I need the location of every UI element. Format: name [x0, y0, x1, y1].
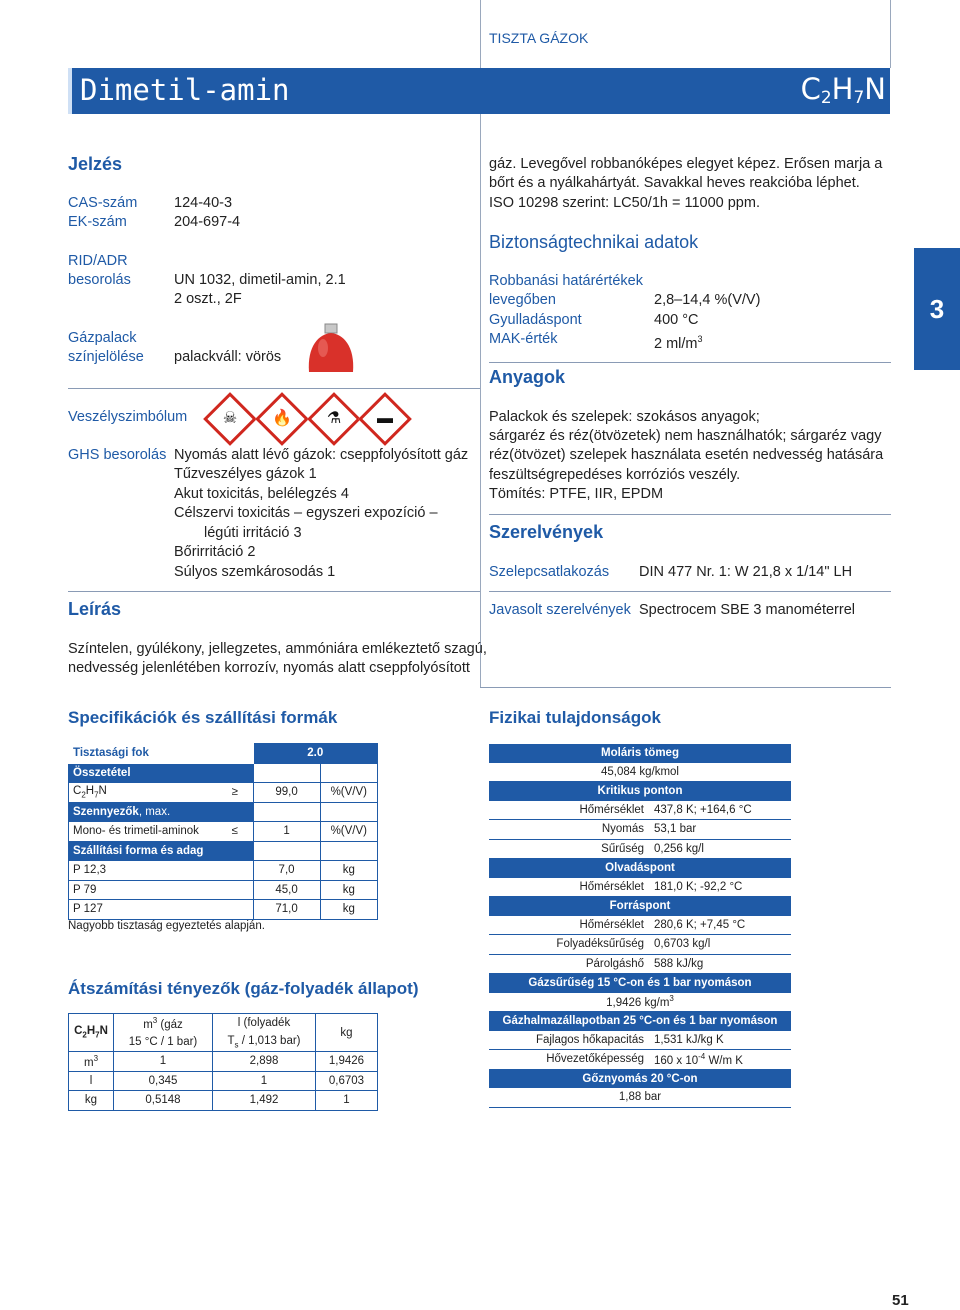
molar-head: Moláris tömeg: [489, 744, 791, 763]
row-label: l: [69, 1071, 114, 1091]
anyagok-line: Palackok és szelepek: szokásos anyagok;: [489, 409, 760, 425]
fizikai-heading: Fizikai tulajdonságok: [489, 708, 661, 727]
prop-label: Hőmérséklet: [489, 801, 649, 820]
gasdens-head: Gázsűrűség 15 °C-on és 1 bar nyomáson: [489, 974, 791, 993]
biztonsag-heading: Biztonságtechnikai adatok: [489, 232, 699, 252]
crit-head: Kritikus ponton: [489, 782, 791, 801]
spec-footnote: Nagyobb tisztaság egyeztetés alapján.: [68, 920, 265, 932]
cell: 0,6703: [316, 1071, 378, 1091]
cell: 0,5148: [114, 1091, 213, 1111]
boil-head: Forráspont: [489, 897, 791, 916]
unit: kg: [320, 900, 377, 920]
operator: ≥: [217, 783, 253, 803]
prop-label: Fajlagos hőkapacitás: [489, 1031, 649, 1050]
delivery-label: Szállítási forma és adag: [69, 841, 254, 861]
javasolt-value: Spectrocem SBE 3 manométerrel: [639, 602, 855, 618]
delivery-name: P 127: [69, 900, 254, 920]
delivery-name: P 79: [69, 880, 254, 900]
cas-value: 124-40-3: [174, 195, 233, 211]
conversion-table: [68, 1013, 378, 1111]
composition-label: Összetétel: [69, 763, 254, 783]
robb-label-2: levegőben: [489, 292, 556, 308]
cell: 1,492: [213, 1091, 316, 1111]
ghs-line: Súlyos szemkárosodás 1: [174, 564, 336, 580]
prop-label: Hőmérséklet: [489, 878, 649, 897]
spec-heading: Specifikációk és szállítási formák: [68, 708, 338, 727]
skull-crossbones-icon: ☠: [203, 392, 257, 446]
value: 7,0: [253, 861, 320, 881]
gyull-label: Gyulladáspont: [489, 312, 582, 328]
chemical-formula: $C_2H_7N$: [800, 72, 886, 108]
anyagok-line: réz(ötvözet) szelepek használata esetén nedvesség hatására: [489, 447, 884, 463]
table-row: [69, 1052, 378, 1072]
intro-line: ISO 10298 szerint: LC50/1h = 11000 ppm.: [489, 195, 760, 211]
corrosion-icon: ⚗: [307, 392, 361, 446]
table-row: [489, 1031, 791, 1050]
cell: 1: [316, 1091, 378, 1111]
prop-value: 280,6 K; +7,45 °C: [649, 916, 791, 935]
cell: 0,345: [114, 1071, 213, 1091]
row-label: kg: [69, 1091, 114, 1111]
prop-value: 588 kJ/kg: [649, 954, 791, 974]
mak-value: 2 $ml/m^3$: [654, 334, 703, 352]
gasphase-head: Gázhalmazállapotban 25 °C-on és 1 bar nyomáson: [489, 1012, 791, 1031]
table-row: [489, 954, 791, 974]
prop-value: 0,6703 kg/l: [649, 935, 791, 955]
title-accent: [68, 68, 72, 114]
melt-head: Olvadáspont: [489, 859, 791, 878]
ghs-line: légúti irritáció 3: [204, 525, 302, 541]
anyagok-line: Tömítés: PTFE, IIR, EPDM: [489, 486, 664, 502]
leiras-line: Színtelen, gyúlékony, jellegzetes, ammóniára emlékeztető szagú,: [68, 641, 487, 657]
prop-value: 0,256 kg/l: [649, 839, 791, 859]
operator: ≤: [217, 822, 253, 842]
szerelvenyek-heading: Szerelvények: [489, 522, 604, 542]
table-row: [69, 822, 378, 842]
prop-value: 53,1 bar: [649, 820, 791, 840]
col2-header-b: $T_s / 1,013$ bar): [213, 1033, 316, 1052]
table-row: [69, 880, 378, 900]
ghs-line: Bőrirritáció 2: [174, 544, 256, 560]
ghs-line: Nyomás alatt lévő gázok: cseppfolyósított gáz: [174, 447, 469, 463]
unit: %(V/V): [320, 822, 377, 842]
robb-label-1: Robbanási határértékek: [489, 273, 643, 289]
table-row: [69, 783, 378, 803]
spec-table: [68, 743, 378, 920]
vapor-head: Gőznyomás 20 °C-on: [489, 1069, 791, 1088]
gasdens-value: 1,9426 $kg/m^3$: [489, 993, 791, 1012]
cylinder-shoulder-icon: [303, 322, 359, 374]
ghs-line: Akut toxicitás, belélegzés 4: [174, 486, 349, 502]
gyull-value: 400 °C: [654, 312, 699, 328]
intro-line: bőrt és a nyálkahártyát. Savakkal heves reakcióba léphet.: [489, 175, 860, 191]
purity-value: 2.0: [253, 744, 377, 764]
prop-label: Folyadéksűrűség: [489, 935, 649, 955]
leiras-line: nedvesség jelenlétében korrozív, nyomás alatt cseppfolyósított: [68, 660, 470, 676]
unit: %(V/V): [320, 783, 377, 803]
physical-table: [489, 743, 791, 1108]
prop-label: Hőmérséklet: [489, 916, 649, 935]
table-row: [489, 801, 791, 820]
table-row: [489, 820, 791, 840]
table-row: [489, 878, 791, 897]
rid-value-2: 2 oszt., 2F: [174, 291, 242, 307]
table-row: [489, 935, 791, 955]
col3-header: kg: [316, 1014, 378, 1052]
mak-label: MAK-érték: [489, 331, 558, 347]
chapter-tab: 3: [914, 248, 960, 370]
hazard-symbol-label: Veszélyszimbólum: [68, 409, 188, 425]
value: 71,0: [253, 900, 320, 920]
rid-label-2: besorolás: [68, 272, 131, 288]
prop-label: Hővezetőképesség: [489, 1050, 649, 1070]
anyagok-line: feszültségrepedéses korróziós veszély.: [489, 467, 741, 483]
cas-label: CAS-szám: [68, 195, 138, 211]
csatl-label: Szelepcsatlakozás: [489, 564, 610, 580]
gazpalack-label-1: Gázpalack: [68, 330, 137, 346]
title-bar: [68, 68, 890, 114]
gas-cylinder-icon: ▬: [358, 392, 412, 446]
rid-value-1: UN 1032, dimetil-amin, 2.1: [174, 272, 346, 288]
leiras-heading: Leírás: [68, 599, 122, 619]
gazpalack-label-2: színjelölése: [68, 349, 144, 365]
molar-value: 45,084 kg/kmol: [489, 763, 791, 782]
intro-line: gáz. Levegővel robbanóképes elegyet képez. Erősen marja a: [489, 156, 883, 172]
anyagok-line: sárgaréz és réz(ötvözetek) nem használhatók; sárgaréz vagy: [489, 428, 882, 444]
col1-header-b: 15 °C / 1 bar): [114, 1033, 213, 1052]
ghs-line: Célszervi toxicitás – egyszeri expozíció –: [174, 505, 438, 521]
component-name: $C_2H_7N$: [69, 783, 218, 803]
vapor-value: 1,88 bar: [489, 1088, 791, 1107]
prop-value: 437,8 K; +164,6 °C: [649, 801, 791, 820]
table-row: [489, 839, 791, 859]
table-row: [489, 1050, 791, 1070]
prop-value: 181,0 K; -92,2 °C: [649, 878, 791, 897]
cell: 1: [213, 1071, 316, 1091]
conversion-corner: $C_2H_7N$: [69, 1014, 114, 1052]
category-label: TISZTA GÁZOK: [489, 30, 589, 46]
prop-label: Sűrűség: [489, 839, 649, 859]
robb-value: 2,8–14,4 %(V/V): [654, 292, 761, 308]
unit: kg: [320, 861, 377, 881]
page-number: 51: [892, 1292, 909, 1309]
ek-label: EK-szám: [68, 214, 127, 230]
rid-label-1: RID/ADR: [68, 253, 128, 269]
cell: 1,9426: [316, 1052, 378, 1072]
col2-header-a: l (folyadék: [213, 1014, 316, 1033]
ek-value: 204-697-4: [174, 214, 241, 230]
javasolt-label: Javasolt szerelvények: [489, 602, 631, 618]
prop-value: 160 x $10^{-4}$ W/m K: [649, 1050, 791, 1070]
cell: 2,898: [213, 1052, 316, 1072]
component-name: Mono- és trimetil-aminok: [69, 822, 218, 842]
value: 99,0: [253, 783, 320, 803]
jelzes-heading: Jelzés: [68, 154, 123, 174]
table-row: [69, 861, 378, 881]
value: 45,0: [253, 880, 320, 900]
ghs-label: GHS besorolás: [68, 447, 167, 463]
unit: kg: [320, 880, 377, 900]
value: 1: [253, 822, 320, 842]
csatl-value: DIN 477 Nr. 1: W 21,8 x 1/14" LH: [639, 564, 853, 580]
col1-header-a: $m^3$ (gáz: [114, 1014, 213, 1033]
delivery-name: P 12,3: [69, 861, 254, 881]
ghs-line: Tűzveszélyes gázok 1: [174, 466, 317, 482]
row-label: $m^3$: [69, 1052, 114, 1072]
prop-label: Nyomás: [489, 820, 649, 840]
gazpalack-value: palackváll: vörös: [174, 349, 282, 365]
purity-label: Tisztasági fok: [69, 744, 254, 764]
table-row: [69, 1071, 378, 1091]
table-row: [69, 1091, 378, 1111]
impurity-label: Szennyezők, max.: [69, 802, 254, 822]
page-title: Dimetil-amin: [80, 73, 290, 107]
prop-value: 1,531 kJ/kg K: [649, 1031, 791, 1050]
prop-label: Párolgáshő: [489, 954, 649, 974]
flame-icon: 🔥: [255, 392, 309, 446]
conversion-heading: Átszámítási tényezők (gáz-folyadék állapot): [68, 979, 419, 998]
table-row: [69, 900, 378, 920]
cell: 1: [114, 1052, 213, 1072]
table-row: [489, 916, 791, 935]
anyagok-heading: Anyagok: [489, 367, 566, 387]
